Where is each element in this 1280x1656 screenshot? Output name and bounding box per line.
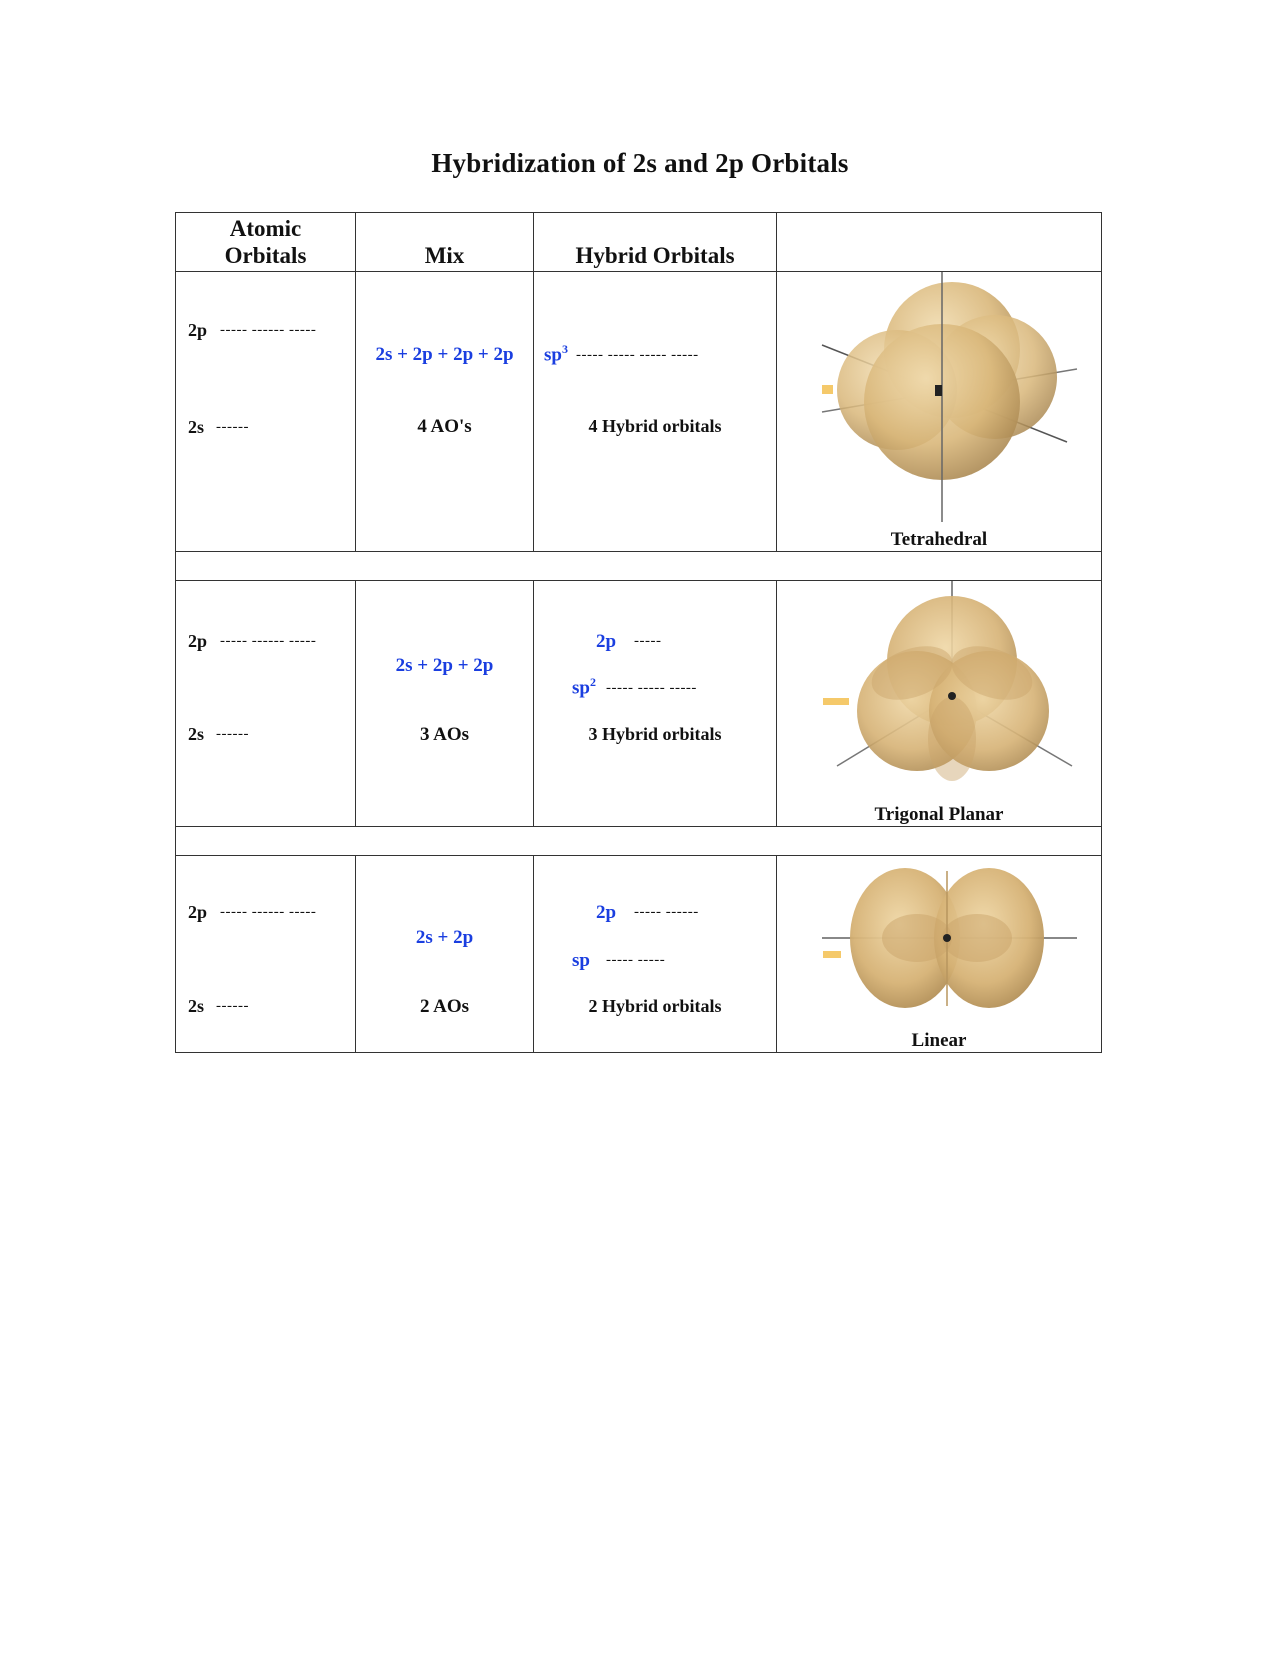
atomic-cell xyxy=(176,272,356,552)
header-atomic-orbitals xyxy=(176,213,356,272)
marker xyxy=(823,698,849,705)
mix-cell xyxy=(356,272,534,552)
mix-count: 4 AO's xyxy=(417,416,472,437)
header-atomic-line1: Atomic xyxy=(229,216,302,241)
hybrid-dashes: ----- ----- xyxy=(606,952,666,968)
row-sp3 xyxy=(176,272,1102,552)
atomic-cell xyxy=(176,581,356,827)
tetrahedral-orbital-image xyxy=(777,272,1102,551)
hybrid-superscript: 2 xyxy=(589,675,596,689)
p-label: 2p xyxy=(188,902,208,922)
s-label: 2s xyxy=(188,724,205,744)
header-row xyxy=(176,213,1102,272)
nucleus-dot xyxy=(943,934,951,942)
nucleus-dot xyxy=(935,385,942,396)
header-hybrid-orbitals: Hybrid Orbitals xyxy=(534,213,777,272)
spacer-row xyxy=(176,552,1102,581)
mix-expression: 2s + 2p + 2p + 2p xyxy=(375,344,514,365)
spacer-row xyxy=(176,827,1102,856)
nucleus-dot xyxy=(948,692,956,700)
hybrid-cell xyxy=(534,272,777,552)
marker xyxy=(823,951,841,958)
shape-name: Linear xyxy=(911,1030,967,1051)
hybridization-table xyxy=(175,212,1102,1053)
hybrid-label xyxy=(572,675,596,699)
shape-name: Trigonal Planar xyxy=(874,804,1004,825)
hybrid-superscript: 3 xyxy=(561,342,568,356)
mix-count: 3 AOs xyxy=(419,724,470,745)
p-dashes: ----- ------ ----- xyxy=(220,904,317,920)
p-dashes: ----- ------ ----- xyxy=(220,322,317,338)
s-dashes: ------ xyxy=(216,998,249,1014)
mix-count: 2 AOs xyxy=(419,996,470,1017)
header-mix: Mix xyxy=(356,213,534,272)
hybrid-label xyxy=(544,342,568,366)
shape-cell xyxy=(777,856,1102,1053)
p-label: 2p xyxy=(188,320,208,340)
hybrid-dashes: ----- ----- ----- ----- xyxy=(576,347,699,363)
shape-name: Tetrahedral xyxy=(890,529,988,550)
atomic-cell xyxy=(176,856,356,1053)
linear-orbital-image xyxy=(777,856,1102,1052)
leftover-p-label: 2p xyxy=(596,902,617,923)
leftover-p-dashes: ----- ------ xyxy=(634,904,699,920)
hybrid-cell xyxy=(534,856,777,1053)
hybrid-count: 3 Hybrid orbitals xyxy=(588,724,722,744)
marker xyxy=(822,385,833,394)
hybrid-count: 2 Hybrid orbitals xyxy=(588,996,722,1016)
hybrid-count: 4 Hybrid orbitals xyxy=(588,416,722,436)
s-dashes: ------ xyxy=(216,419,249,435)
leftover-p-label: 2p xyxy=(596,631,617,652)
hybrid-label: sp xyxy=(572,950,590,971)
mix-cell xyxy=(356,581,534,827)
s-label: 2s xyxy=(188,996,205,1016)
header-atomic-line2: Orbitals xyxy=(224,243,307,268)
shape-cell xyxy=(777,581,1102,827)
mix-expression: 2s + 2p xyxy=(415,927,474,948)
hybrid-prefix: sp xyxy=(572,677,590,699)
row-sp xyxy=(176,856,1102,1053)
mix-expression: 2s + 2p + 2p xyxy=(395,655,494,676)
hybrid-prefix: sp xyxy=(544,344,562,366)
hybrid-dashes: ----- ----- ----- xyxy=(606,680,697,696)
s-label: 2s xyxy=(188,417,205,437)
leftover-p-dashes: ----- xyxy=(634,633,662,649)
header-shape xyxy=(777,213,1102,272)
trigonal-planar-orbital-image xyxy=(777,581,1102,826)
p-label: 2p xyxy=(188,631,208,651)
row-sp2 xyxy=(176,581,1102,827)
hybrid-cell xyxy=(534,581,777,827)
shape-cell xyxy=(777,272,1102,552)
page-title: Hybridization of 2s and 2p Orbitals xyxy=(431,148,849,178)
p-dashes: ----- ------ ----- xyxy=(220,633,317,649)
mix-cell xyxy=(356,856,534,1053)
s-dashes: ------ xyxy=(216,726,249,742)
